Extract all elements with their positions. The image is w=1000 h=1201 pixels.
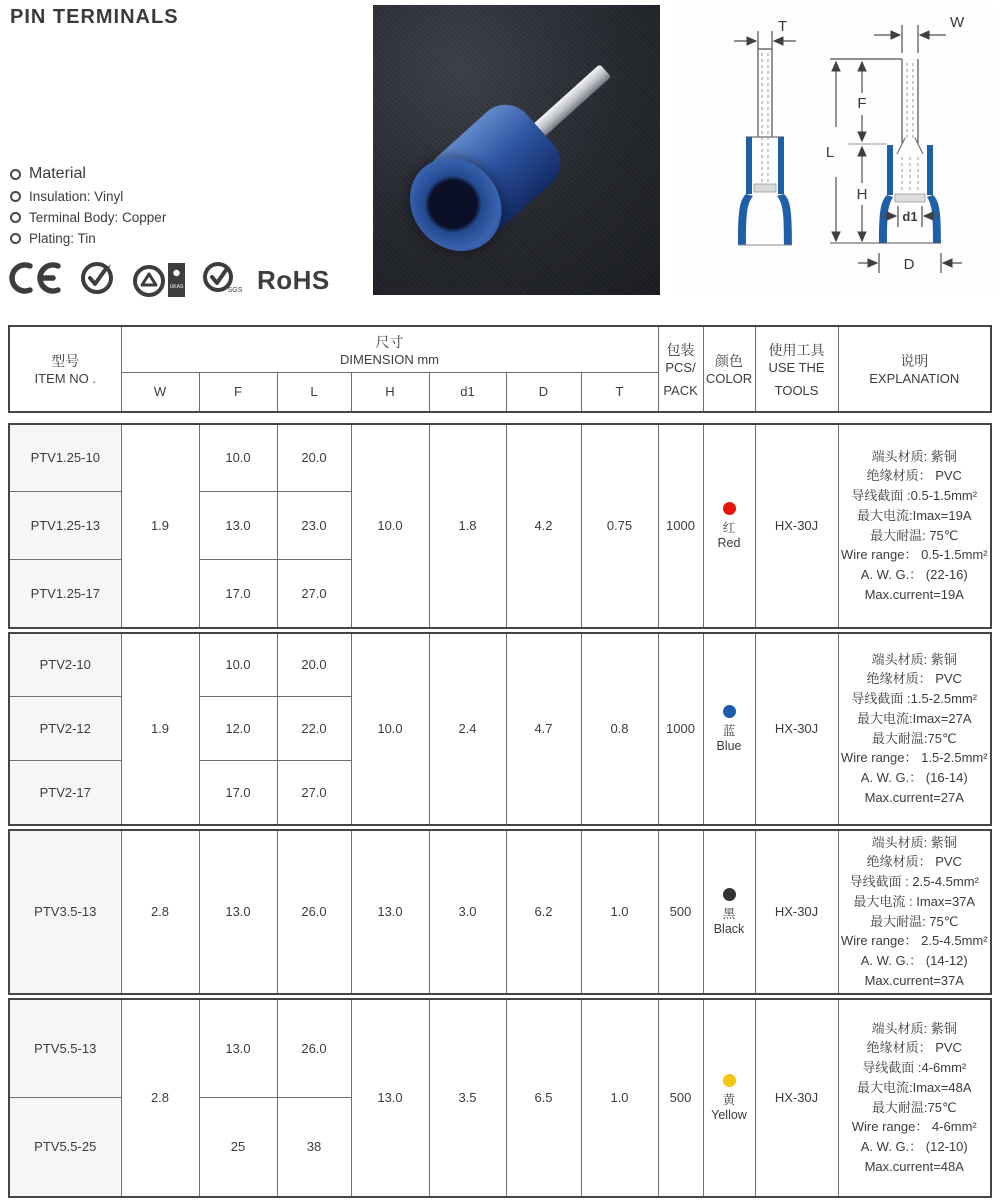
header-pack: 包装 PCS/ PACK: [658, 326, 703, 412]
cell-tool: HX-30J: [755, 830, 838, 994]
cell-d: 6.5: [506, 999, 581, 1197]
certification-logos: [6, 258, 330, 303]
cell-explanation: 端头材质: 紫铜 绝缘材质： PVC 导线截面 :1.5-2.5mm² 最大电流:Imax=27A 最大耐温:75℃ Wire range： 1.5-2.5mm² A. W. G.： (16-14) Max.current=27A: [838, 633, 991, 825]
page-title: PIN TERMINALS: [10, 6, 179, 28]
cell-d: 6.2: [506, 830, 581, 994]
cell-h: 10.0: [351, 633, 429, 825]
cell-l: 38: [277, 1098, 351, 1197]
header-color: 颜色 COLOR: [703, 326, 755, 412]
product-photo: [373, 5, 660, 295]
cell-l: 26.0: [277, 999, 351, 1098]
cell-tool: HX-30J: [755, 424, 838, 628]
color-dot-blue: [723, 705, 736, 718]
diagram-label-d: D: [903, 256, 915, 273]
spec-table: [8, 325, 992, 1201]
cell-f: 10.0: [199, 424, 277, 492]
ce-mark-icon: [6, 260, 64, 301]
header-col-t: T: [581, 372, 658, 412]
cell-l: 27.0: [277, 761, 351, 825]
cell-f: 12.0: [199, 697, 277, 761]
material-heading: Material: [29, 165, 86, 182]
diagram-label-f: F: [857, 95, 867, 112]
cell-f: 13.0: [199, 492, 277, 560]
cell-color: 黄 Yellow: [703, 999, 755, 1197]
cell-h: 13.0: [351, 830, 429, 994]
cell-item-no: PTV2-12: [9, 697, 121, 761]
cell-pack: 500: [658, 830, 703, 994]
material-item-insulation: Insulation: Vinyl: [29, 189, 124, 204]
cell-d1: 2.4: [429, 633, 506, 825]
spec-table-header: [8, 325, 992, 413]
dimension-diagram: [672, 5, 994, 295]
cell-l: 26.0: [277, 830, 351, 994]
cell-d1: 3.0: [429, 830, 506, 994]
cell-l: 20.0: [277, 424, 351, 492]
bullet-icon: [10, 169, 21, 180]
cell-color: 黑 Black: [703, 830, 755, 994]
color-dot-black: [723, 888, 736, 901]
svg-text:UKAS: UKAS: [169, 283, 184, 290]
spec-group-ptv2: [8, 632, 992, 826]
svg-text:SGS: SGS: [227, 287, 243, 294]
cell-t: 1.0: [581, 999, 658, 1197]
cell-pack: 1000: [658, 424, 703, 628]
spec-group-ptv55: [8, 998, 992, 1198]
cell-t: 0.8: [581, 633, 658, 825]
cell-w: 1.9: [121, 633, 199, 825]
cell-item-no: PTV1.25-10: [9, 424, 121, 492]
diagram-label-h: H: [856, 186, 868, 203]
cell-tool: HX-30J: [755, 633, 838, 825]
header-tools: 使用工具 USE THE TOOLS: [755, 326, 838, 412]
diagram-label-t: T: [778, 18, 788, 35]
header-col-d1: d1: [429, 372, 506, 412]
diagram-label-w: W: [950, 14, 965, 31]
color-dot-red: [723, 502, 736, 515]
diagram-label-l: L: [825, 144, 835, 161]
material-list: [10, 165, 166, 252]
header-item-no: 型号 ITEM NO .: [9, 326, 121, 412]
color-dot-yellow: [723, 1074, 736, 1087]
material-item-body: Terminal Body: Copper: [29, 210, 167, 225]
sgs-check-badge-icon: [198, 258, 244, 303]
cell-item-no: PTV5.5-25: [9, 1098, 121, 1197]
cell-d: 4.2: [506, 424, 581, 628]
quality-check-badge-icon: [77, 258, 117, 303]
cell-d1: 3.5: [429, 999, 506, 1197]
spec-group-ptv125: [8, 423, 992, 629]
header-col-w: W: [121, 372, 199, 412]
cell-explanation: 端头材质: 紫铜 绝缘材质： PVC 导线截面 : 2.5-4.5mm² 最大电流 : Imax=37A 最大耐温: 75℃ Wire range： 2.5-4.5mm² A. W. G.： (14-12) Max.current=37A: [838, 830, 991, 994]
cell-l: 22.0: [277, 697, 351, 761]
cell-item-no: PTV5.5-13: [9, 999, 121, 1098]
cell-l: 20.0: [277, 633, 351, 697]
pin-terminal-image: [387, 22, 650, 274]
cell-color: 蓝 Blue: [703, 633, 755, 825]
cell-h: 13.0: [351, 999, 429, 1197]
cell-explanation: 端头材质: 紫铜 绝缘材质： PVC 导线截面 :0.5-1.5mm² 最大电流:Imax=19A 最大耐温: 75℃ Wire range： 0.5-1.5mm² A. W. G.： (22-16) Max.current=19A: [838, 424, 991, 628]
cell-item-no: PTV2-17: [9, 761, 121, 825]
bullet-icon: [10, 191, 21, 202]
cell-t: 0.75: [581, 424, 658, 628]
cell-item-no: PTV2-10: [9, 633, 121, 697]
cell-w: 2.8: [121, 999, 199, 1197]
cell-f: 10.0: [199, 633, 277, 697]
bullet-icon: [10, 212, 21, 223]
cell-w: 2.8: [121, 830, 199, 994]
cell-d1: 1.8: [429, 424, 506, 628]
cell-pack: 500: [658, 999, 703, 1197]
cell-f: 17.0: [199, 761, 277, 825]
header-col-h: H: [351, 372, 429, 412]
cell-l: 23.0: [277, 492, 351, 560]
iso-ukas-badge-icon: [130, 261, 185, 301]
header-col-l: L: [277, 372, 351, 412]
cell-d: 4.7: [506, 633, 581, 825]
cell-pack: 1000: [658, 633, 703, 825]
cell-color: 红 Red: [703, 424, 755, 628]
header-col-f: F: [199, 372, 277, 412]
spec-group-ptv35: [8, 829, 992, 995]
cell-item-no: PTV1.25-13: [9, 492, 121, 560]
cell-w: 1.9: [121, 424, 199, 628]
header-explanation: 说明 EXPLANATION: [838, 326, 991, 412]
cell-t: 1.0: [581, 830, 658, 994]
cell-f: 13.0: [199, 999, 277, 1098]
cell-f: 13.0: [199, 830, 277, 994]
material-item-plating: Plating: Tin: [29, 231, 96, 246]
cell-h: 10.0: [351, 424, 429, 628]
header-dimension: 尺寸 DIMENSION mm: [121, 326, 658, 372]
cell-item-no: PTV1.25-17: [9, 560, 121, 628]
cell-tool: HX-30J: [755, 999, 838, 1197]
cell-f: 25: [199, 1098, 277, 1197]
cell-f: 17.0: [199, 560, 277, 628]
rohs-label: RoHS: [257, 265, 330, 295]
cell-l: 27.0: [277, 560, 351, 628]
cell-item-no: PTV3.5-13: [9, 830, 121, 994]
diagram-label-d1: d1: [902, 209, 918, 224]
cell-explanation: 端头材质: 紫铜 绝缘材质： PVC 导线截面 :4-6mm² 最大电流:Imax=48A 最大耐温:75℃ Wire range： 4-6mm² A. W. G.： (12-10) Max.current=48A: [838, 999, 991, 1197]
header-col-d: D: [506, 372, 581, 412]
bullet-icon: [10, 233, 21, 244]
